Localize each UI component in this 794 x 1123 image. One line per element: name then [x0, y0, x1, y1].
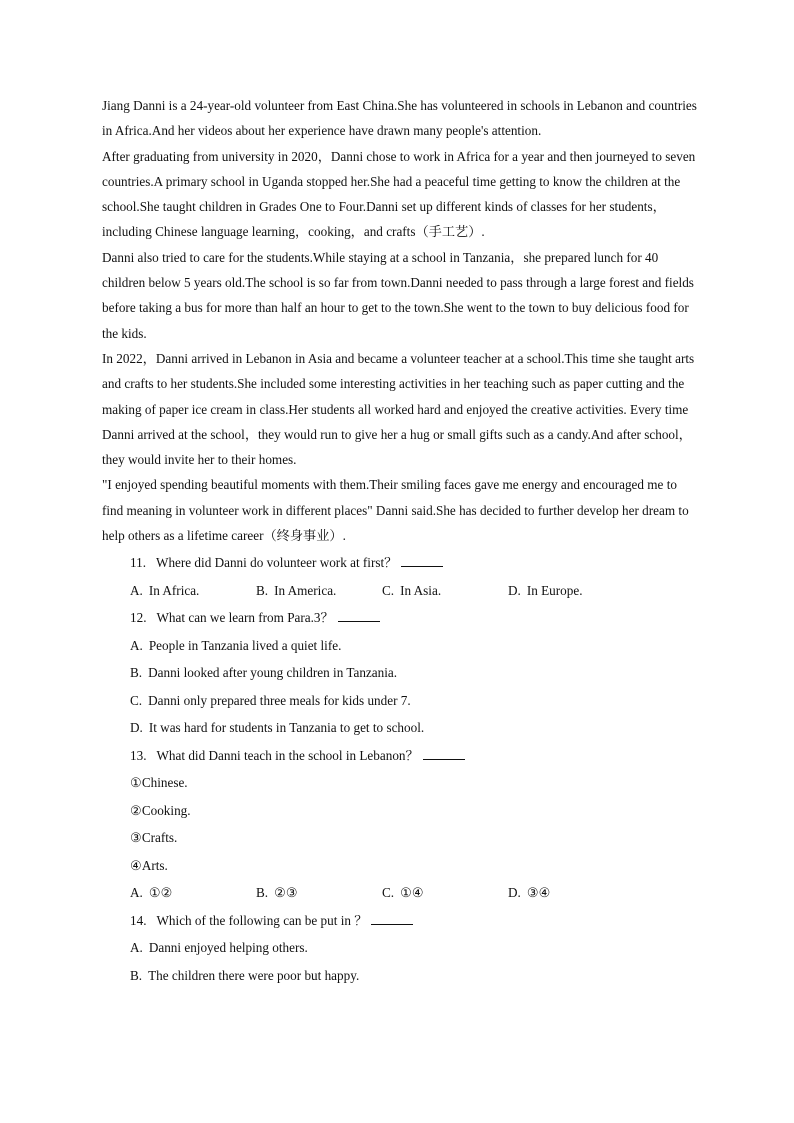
- reading-passage: [102, 93, 698, 548]
- option-a[interactable]: A. People in Tanzania lived a quiet life.: [130, 637, 342, 653]
- passage-paragraph-2: After graduating from university in 2020，Danni chose to work in Africa for a year and then journeyed to seven countries.A primary school in Uganda stopped her.She had a peaceful time getting to know the children at the school.She taught children in Grades One to Four.Danni set up different kinds of classes for her students，including Chinese language learning，cooking，and crafts（手工艺）.: [102, 148, 696, 240]
- option-a[interactable]: A. In Africa.: [130, 582, 200, 598]
- list-item: ②Cooking.: [130, 802, 191, 818]
- answer-blank[interactable]: [401, 552, 443, 567]
- list-item: ①Chinese.: [130, 775, 188, 790]
- question-text: What did Danni teach in the school in Lebanon？: [156, 747, 419, 763]
- option-a[interactable]: A. Danni enjoyed helping others.: [130, 940, 308, 955]
- question-11-options: [130, 577, 690, 605]
- question-14: [130, 907, 690, 935]
- question-list: [130, 549, 690, 989]
- option-a[interactable]: A. ①②: [130, 885, 173, 900]
- question-13-options: [130, 879, 690, 907]
- answer-blank[interactable]: [423, 745, 465, 760]
- question-text: What can we learn from Para.3？: [156, 610, 334, 625]
- list-item: ④Arts.: [130, 857, 168, 873]
- option-b[interactable]: B. In America.: [256, 582, 337, 598]
- passage-paragraph-5: "I enjoyed spending beautiful moments with them.Their smiling faces gave me energy and encouraged me to find meaning in volunteer work in different places" Danni said.She has decided to further develop her dream to help others as a lifetime career（终身事业）.: [102, 477, 689, 544]
- list-item: ③Crafts.: [130, 830, 178, 845]
- question-11: [130, 549, 690, 577]
- passage-paragraph-1: Jiang Danni is a 24-year-old volunteer from East China.She has volunteered in schools in Lebanon and countries in Africa.And her videos about her experience have drawn many people's attention.: [102, 98, 697, 139]
- option-c[interactable]: C. In Asia.: [382, 582, 442, 598]
- option-d[interactable]: D. In Europe.: [508, 582, 583, 598]
- question-number: 12.: [130, 610, 147, 625]
- question-number: 14.: [130, 912, 147, 928]
- question-12: [130, 604, 690, 632]
- option-c[interactable]: C. Danni only prepared three meals for kids under 7.: [130, 692, 411, 708]
- question-text: Which of the following can be put in ？: [156, 912, 368, 928]
- passage-paragraph-3: Danni also tried to care for the students.While staying at a school in Tanzania，she prepared lunch for 40 children below 5 years old.The school is so far from town.Danni needed to pass through a large forest and fields before taking a bus for more than half an hour to get to the town.She went to the town to buy delicious food for the kids.: [102, 249, 694, 341]
- option-d[interactable]: D. It was hard for students in Tanzania to get to school.: [130, 720, 425, 735]
- question-number: 13.: [130, 747, 147, 763]
- answer-blank[interactable]: [371, 910, 413, 925]
- answer-blank[interactable]: [338, 607, 380, 622]
- question-13: [130, 742, 690, 770]
- option-b[interactable]: B. Danni looked after young children in Tanzania.: [130, 665, 398, 680]
- question-number: 11.: [130, 555, 146, 570]
- option-b[interactable]: B. ②③: [256, 885, 298, 900]
- passage-paragraph-4: In 2022，Danni arrived in Lebanon in Asia and became a volunteer teacher at a school.This time she taught arts and crafts to her students.She included some interesting activities in her teaching such as paper cutting and the making of paper ice cream in class.Her students all worked hard and enjoyed the creative activities. Every time Danni arrived at the school，they would run to give her a hug or small gifts such as a candy.And after school，they would invite her to their homes.: [102, 350, 695, 468]
- option-d[interactable]: D. ③④: [508, 885, 551, 900]
- option-c[interactable]: C. ①④: [382, 885, 424, 900]
- question-text: Where did Danni do volunteer work at first？: [156, 555, 398, 570]
- option-b[interactable]: B. The children there were poor but happy.: [130, 967, 360, 983]
